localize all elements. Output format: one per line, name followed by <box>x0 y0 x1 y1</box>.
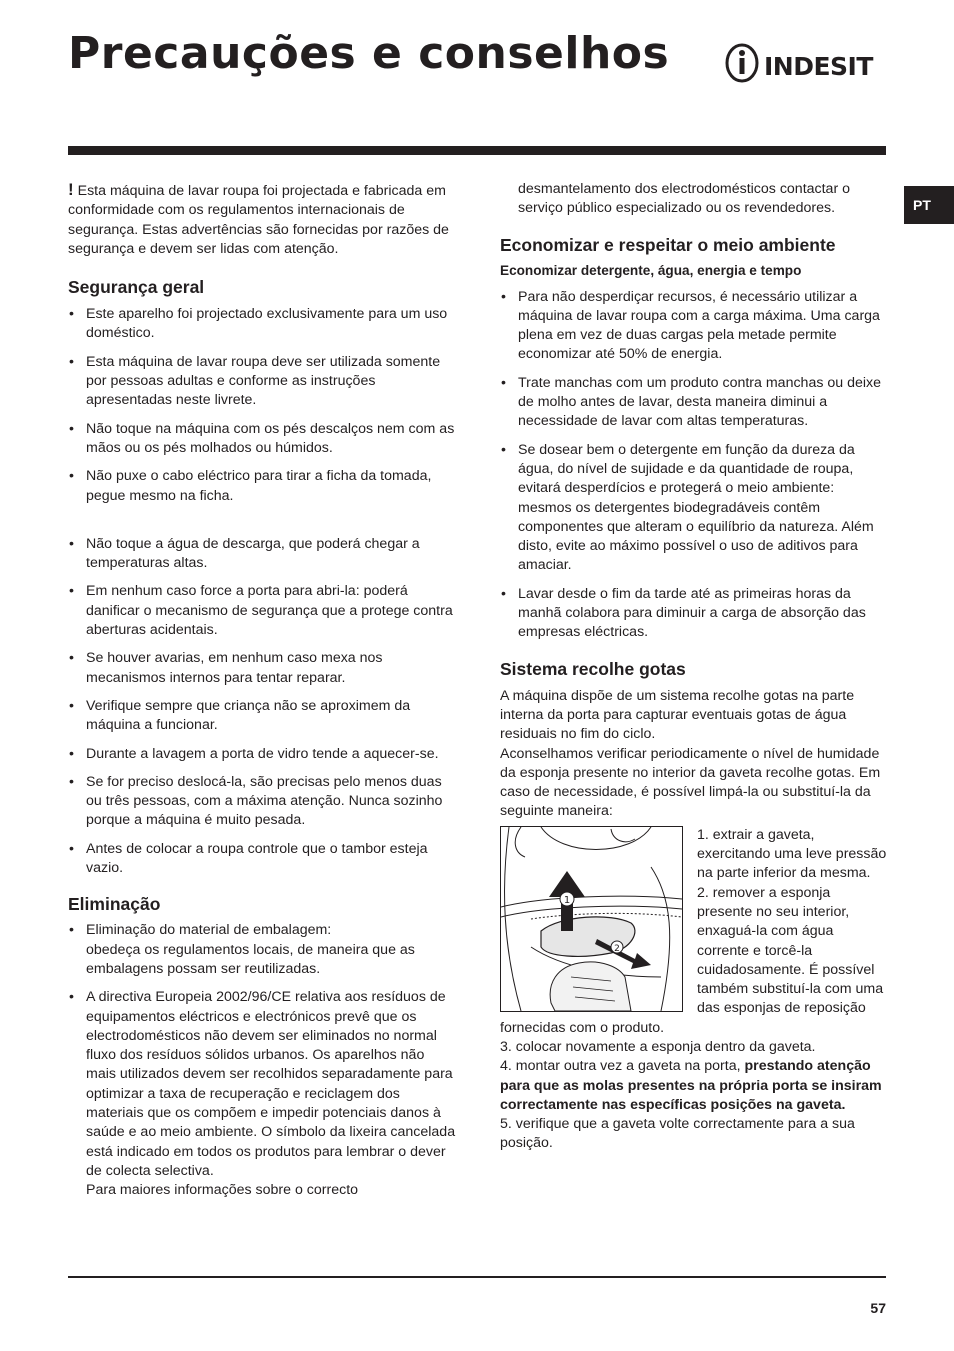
language-tab-label: PT <box>913 197 931 213</box>
list-item: • Trate manchas com um produto contra manchas ou deixe de molho antes de lavar, desta maneira diminui a necessidade de lavar com altas temperaturas. <box>500 374 888 432</box>
subheading-economizar: Economizar detergente, água, energia e tempo <box>500 262 802 278</box>
step-1: 1. extrair a gaveta, exercitando uma leve pressão na parte inferior da mesma. <box>697 826 887 882</box>
right-column <box>500 180 888 1154</box>
list-item: • Verifique sempre que criança não se aproximem da máquina a funcionar. <box>68 697 456 736</box>
warning-mark: ! <box>68 180 74 199</box>
drip-drawer-illustration <box>500 826 683 1012</box>
left-column <box>68 180 456 1200</box>
step-3: 3. colocar novamente a esponja dentro da gaveta. <box>500 1038 816 1055</box>
step-4-emphasis: prestando atenção para que as molas presentes na própria porta se insiram correctamente nas específicas posições na gaveta. <box>500 1058 882 1113</box>
gotas-steps <box>500 826 888 1154</box>
eliminacao-item-2: A directiva Europeia 2002/96/CE relativa aos resíduos de equipamentos eléctricos e electrónicos prevê que os electrodomésticos não devem ser eliminados no normal fluxo dos resíduos sólidos urbanos. Os aparelhos não mais utilizados devem ser recolhidos separadamente para optimizar a taxa de recuperação e reciclagem dos materiais que os compõem e impedir potenciais danos à saúde e ao meio ambiente. O símbolo da lixeira cancelada está indicado em todos os produtos para lembrar o dever de colecta selectiva. <box>86 989 456 1179</box>
list-item <box>68 921 456 979</box>
heading-economizar: Economizar e respeitar o meio ambiente <box>500 234 836 255</box>
list-item: • Esta máquina de lavar roupa deve ser utilizada somente por pessoas adultas e conforme as instruções apresentadas neste livrete. <box>68 353 456 411</box>
footer-rule <box>68 1276 886 1278</box>
list-item: • Em nenhum caso force a porta para abri-la: poderá danificar o mecanismo de segurança que a protege contra aberturas acidentais. <box>68 582 456 640</box>
seguranca-list <box>68 305 456 878</box>
heading-gotas: Sistema recolhe gotas <box>500 658 686 679</box>
gotas-paragraph-2: Aconselhamos verificar periodicamente o nível de humidade da esponja presente no interior da gaveta recolhe gotas. Em caso de necessidade, é possível limpá-la ou substituí-la da seguinte maneira: <box>500 745 881 820</box>
list-item: • Se houver avarias, em nenhum caso mexa nos mecanismos internos para tentar reparar. <box>68 649 456 688</box>
language-tab <box>904 186 954 224</box>
step-4 <box>500 1057 888 1115</box>
heading-seguranca: Segurança geral <box>68 277 205 298</box>
list-item: • Se dosear bem o detergente em função da dureza da água, do nível de sujidade e da quantidade de roupa, evitará desperdícios e protegerá o meio ambiente: mesmos os detergentes biodegradáveis contêm componentes que alteram o equilíbrio da natureza. Além disto, evite ao máximo possível o uso de aditivos para amaciar. <box>500 441 888 576</box>
eliminacao-list <box>68 921 456 1200</box>
step-2: 2. remover a esponja presente no seu interior, enxaguá-la com água corrente e torcê-la cuidadosamente. É possível também substituí-la com uma das esponjas de reposição fornecidas com o produto. <box>500 884 884 1036</box>
brand-logo-text: INDESIT <box>764 52 873 81</box>
step-4-text: 4. montar outra vez a gaveta na porta, <box>500 1058 741 1075</box>
continuation-text: desmantelamento dos electrodomésticos contactar o serviço público especializado ou os revendedores. <box>518 181 851 217</box>
list-item <box>68 988 456 1200</box>
page-number: 57 <box>870 1300 886 1316</box>
list-item: • Não puxe o cabo eléctrico para tirar a ficha da tomada, pegue mesmo na ficha. <box>68 467 456 506</box>
list-item: • Este aparelho foi projectado exclusivamente para um uso doméstico. <box>68 305 456 344</box>
eliminacao-item-2-continued: Para maiores informações sobre o correcto <box>86 1182 359 1199</box>
heading-eliminacao: Eliminação <box>68 894 161 915</box>
page-title: Precauções e conselhos <box>68 28 670 79</box>
list-item: • Para não desperdiçar recursos, é necessário utilizar a máquina de lavar roupa com a carga máxima. Uma carga plena em vez de duas cargas pela metade permite economizar até 50% de energia. <box>500 288 888 365</box>
eliminacao-item-1-line-2: obedeça os regulamentos locais, de maneira que as embalagens possam ser reutilizadas. <box>86 941 415 977</box>
list-item: • Durante a lavagem a porta de vidro tende a aquecer-se. <box>68 745 456 764</box>
brand-logo <box>724 42 886 84</box>
header-rule <box>68 146 886 155</box>
intro-paragraph <box>68 180 456 259</box>
economizar-list <box>500 288 888 643</box>
list-item: • Se for preciso deslocá-la, são precisas pelo menos duas ou três pessoas, com a máxima atenção. Nunca sozinho porque a máquina é muito pesada. <box>68 773 456 831</box>
list-item: • Não toque a água de descarga, que poderá chegar a temperaturas altas. <box>68 535 456 574</box>
eliminacao-item-1-line-1: Eliminação do material de embalagem: <box>86 922 332 939</box>
step-5: 5. verifique que a gaveta volte correctamente para a sua posição. <box>500 1116 855 1152</box>
list-item: • Antes de colocar a roupa controle que o tambor esteja vazio. <box>68 840 456 879</box>
list-item: • Lavar desde o fim da tarde até as primeiras horas da manhã colabora para diminuir a carga de absorção das empresas eléctricas. <box>500 585 888 643</box>
intro-text: Esta máquina de lavar roupa foi projectada e fabricada em conformidade com os regulamentos internacionais de segurança. Estas advertências são fornecidas por razões de segurança e devem ser lidas com atenção. <box>68 183 449 257</box>
gotas-paragraph-1: A máquina dispõe de um sistema recolhe gotas na parte interna da porta para capturar eventuais gotas de água residuais no fim do ciclo. <box>500 687 855 743</box>
figure-label-1: 1 <box>563 894 571 906</box>
figure-label-2: 2 <box>614 943 620 954</box>
list-item: • Não toque na máquina com os pés descalços nem com as mãos ou os pés molhados ou húmidos. <box>68 420 456 459</box>
